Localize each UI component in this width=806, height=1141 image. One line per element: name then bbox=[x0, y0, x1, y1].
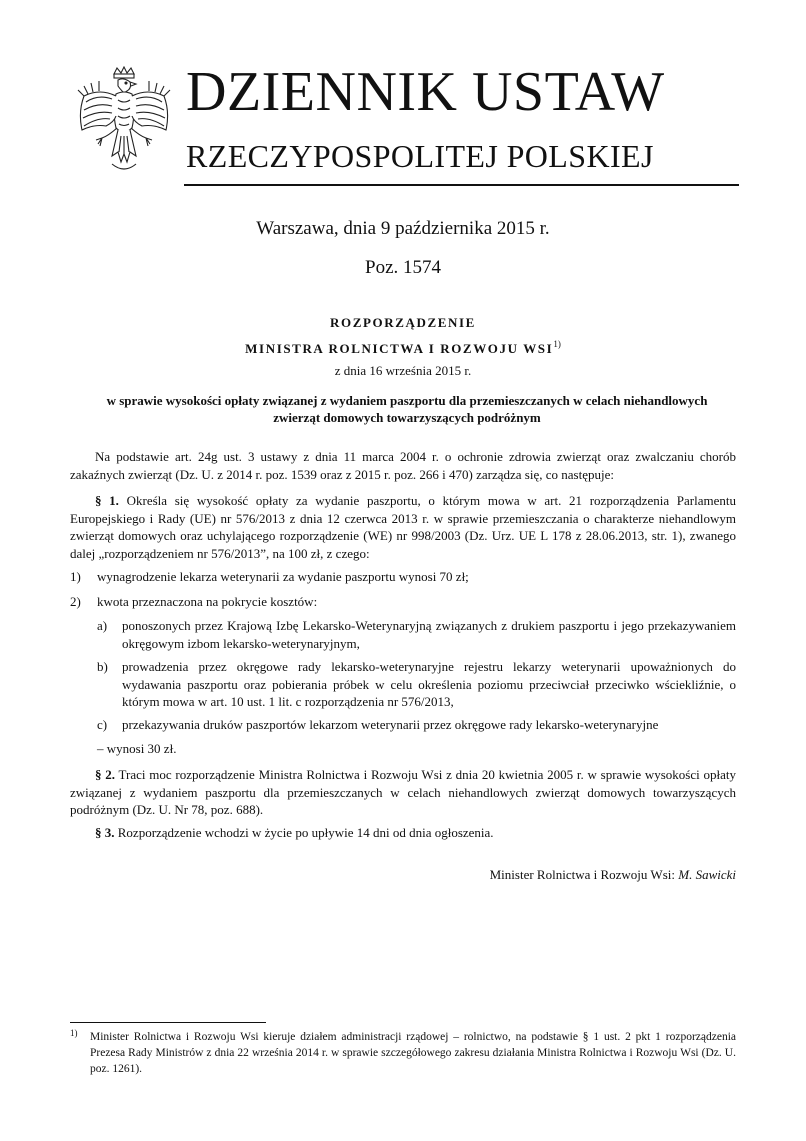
section-text: Rozporządzenie wchodzi w życie po upływie 14 dni od dnia ogłoszenia. bbox=[117, 825, 494, 840]
footnote-divider bbox=[70, 1022, 266, 1023]
item-number: 2) bbox=[70, 594, 81, 609]
footnote-reference: 1) bbox=[553, 339, 561, 349]
item-text: kwota przeznaczona na pokrycie kosztów: bbox=[97, 594, 318, 609]
act-subject: w sprawie wysokości opłaty związanej z wydaniem paszportu dla przemieszczanych w celach niehandlowych zwierząt domowych towarzyszących podróżnym bbox=[106, 393, 708, 425]
subitem-text: prowadzenia przez okręgowe rady lekarsko-weterynaryjne rejestru lekarzy weterynarii upoważnionych do wydawania paszportu oraz pobierania próbek w celu określenia poziomu przeciwciał przeciwko wściekliźnie, o którym mowa w art. 10 ust. 1 lit. c rozporządzenia nr 576/2013, bbox=[122, 659, 736, 709]
footnote-text: Minister Rolnictwa i Rozwoju Wsi kieruje działem administracji rządowej – rolnictwo, na podstawie § 1 ust. 2 pkt 1 rozporządzenia Prezesa Rady Ministrów z dnia 22 września 2014 r. w sprawie szczegółowego zakresu działania Ministra Rolnictwa i Rozwoju Wsi (Dz. U. poz. 1261). bbox=[90, 1031, 736, 1075]
signature-name: M. Sawicki bbox=[678, 867, 736, 882]
eagle-emblem-icon bbox=[74, 66, 174, 180]
section-3 bbox=[70, 824, 736, 842]
footnote-mark: 1) bbox=[70, 1028, 78, 1038]
authority-name: MINISTRA ROLNICTWA I ROZWOJU WSI bbox=[245, 341, 554, 356]
act-authority bbox=[0, 335, 806, 358]
section-1 bbox=[70, 492, 736, 562]
section-2 bbox=[70, 766, 736, 819]
closing-amount: – wynosi 30 zł. bbox=[97, 741, 177, 756]
journal-subtitle: RZECZYPOSPOLITEJ POLSKIEJ bbox=[186, 138, 654, 174]
act-kind: ROZPORZĄDZENIE bbox=[330, 315, 476, 330]
preamble: Na podstawie art. 24g ust. 3 ustawy z dnia 11 marca 2004 r. o ochronie zdrowia zwierząt oraz zwalczaniu chorób zakaźnych zwierząt (Dz. U. z 2014 r. poz. 1539 oraz z 2015 r. poz. 266 i 470) zarządza się, co następuje: bbox=[70, 449, 736, 482]
signature bbox=[490, 866, 736, 884]
signature-title: Minister Rolnictwa i Rozwoju Wsi: bbox=[489, 867, 675, 882]
journal-title: DZIENNIK USTAW bbox=[186, 61, 665, 123]
section-mark: § 1. bbox=[95, 493, 119, 508]
section-text: Traci moc rozporządzenie Ministra Rolnictwa i Rozwoju Wsi z dnia 20 kwietnia 2005 r. w sprawie wysokości opłaty związanej z wydaniem paszportu dla przemieszczanych w celach niehandlowych zwierząt domowych towarzyszących podróżnym (Dz. U. Nr 78, poz. 688). bbox=[70, 767, 736, 817]
position-number: Poz. 1574 bbox=[365, 257, 441, 278]
subitem-letter: a) bbox=[97, 618, 108, 633]
masthead-divider bbox=[184, 184, 739, 186]
subitem-text: ponoszonych przez Krajową Izbę Lekarsko-Weterynaryjną związanych z drukiem paszportu i jego przekazywaniem okręgowym izbom lekarsko-weterynaryjnym, bbox=[122, 618, 736, 651]
subitem-text: przekazywania druków paszportów lekarzom weterynarii przez okręgowe rady lekarsko-weterynaryjne bbox=[122, 717, 659, 732]
item-text: wynagrodzenie lekarza weterynarii za wydanie paszportu wynosi 70 zł; bbox=[97, 569, 469, 584]
section-mark: § 2. bbox=[95, 767, 116, 782]
publication-date: Warszawa, dnia 9 października 2015 r. bbox=[256, 218, 550, 239]
subitem-letter: c) bbox=[97, 717, 108, 732]
subitem-letter: b) bbox=[97, 659, 108, 674]
act-date: z dnia 16 września 2015 r. bbox=[334, 363, 472, 378]
section-text: Określa się wysokość opłaty za wydanie paszportu, o którym mowa w art. 21 rozporządzenia Parlamentu Europejskiego i Rady (UE) nr 576/2013 z dnia 12 czerwca 2013 r. w sprawie przemieszczania o charakterze niehandlowym zwierząt domowych oraz uchylającego rozporządzenie (WE) nr 998/2003 (Dz. Urz. UE L 178 z 28.06.2013, str. 1), zwanego dalej „rozporządzeniem nr 576/2013”, na 100 zł, z czego: bbox=[70, 493, 736, 561]
section-mark: § 3. bbox=[95, 825, 115, 840]
item-number: 1) bbox=[70, 569, 81, 584]
